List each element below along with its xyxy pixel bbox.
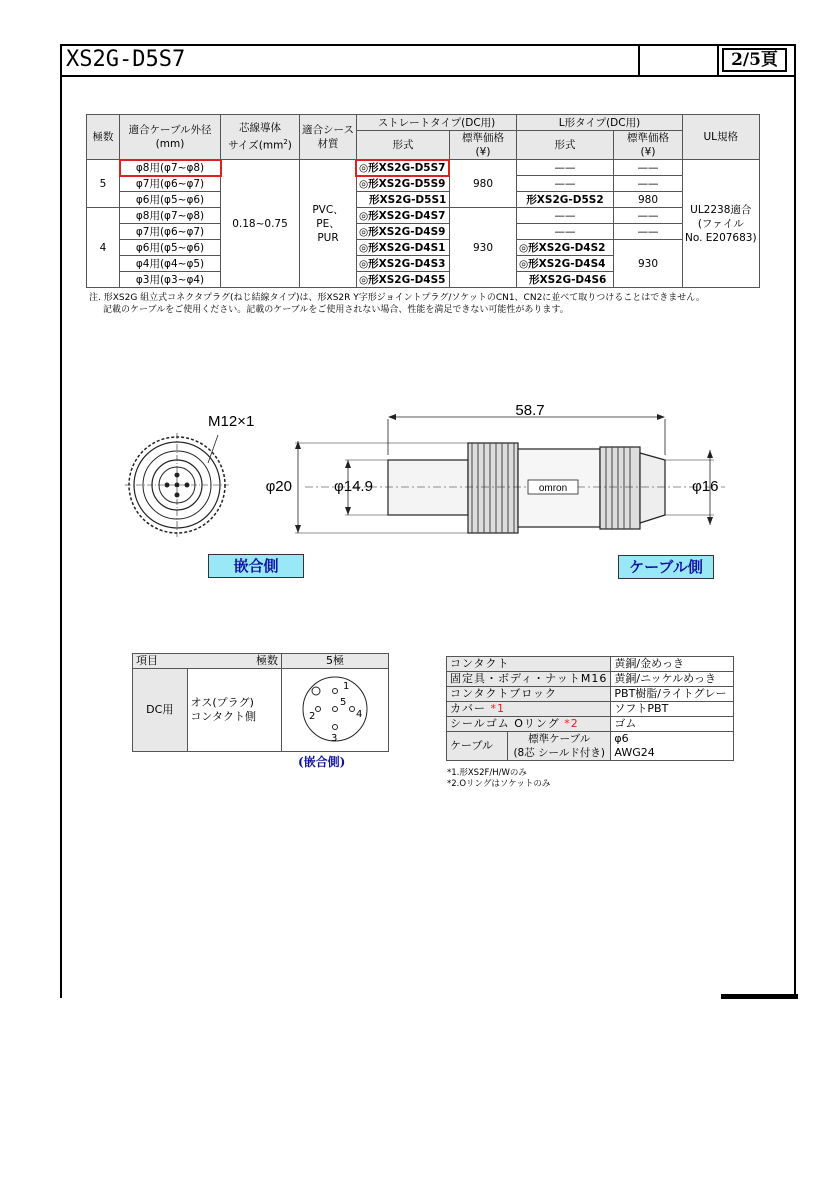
mat-value: 黄銅/ニッケルめっき xyxy=(611,672,734,687)
mat-value: φ6 AWG24 xyxy=(611,732,734,761)
cell-cable: φ6用(φ5~φ6) xyxy=(120,192,221,208)
front-view-icon xyxy=(125,433,229,537)
table-row xyxy=(447,672,734,687)
mat-label: ケーブル xyxy=(447,732,508,761)
pin-th-item: 項目 xyxy=(133,654,188,669)
cell-lprice: —— xyxy=(613,208,682,224)
th-lprice: 標準価格 (¥) xyxy=(613,131,682,160)
cell-conductor: 0.18~0.75 xyxy=(221,160,300,288)
cell-model: 形XS2G-D5S1 xyxy=(356,192,449,208)
table-row xyxy=(447,657,734,672)
header-divider xyxy=(717,44,719,75)
th-ul: UL規格 xyxy=(682,115,759,160)
mat-sublabel: 標準ケーブル (8芯 シールド付き) xyxy=(508,732,611,761)
cell-lprice: 980 xyxy=(613,192,682,208)
cell-lmodel: 形XS2G-D5S2 xyxy=(516,192,613,208)
pin-label: 4 xyxy=(356,709,363,720)
cell-cable: φ7用(φ6~φ7) xyxy=(120,224,221,240)
pin-label: 5 xyxy=(340,697,347,708)
doc-title: XS2G-D5S7 xyxy=(66,47,186,72)
table-row xyxy=(87,208,760,224)
th-ltype: L形タイプ(DC用) xyxy=(516,115,682,131)
length-label: 58.7 xyxy=(515,405,545,419)
footnotes: *1.形XS2F/H/Wのみ *2.Oリングはソケットのみ xyxy=(447,768,551,789)
table-row xyxy=(87,240,760,256)
cell-lmodel: ◎形XS2G-D4S4 xyxy=(516,256,613,272)
spec-table xyxy=(86,114,760,288)
table-row xyxy=(87,160,760,176)
table-row xyxy=(447,717,734,732)
th-sheath: 適合シース 材質 xyxy=(300,115,357,160)
mat-value: ゴム xyxy=(611,717,734,732)
table-row xyxy=(447,687,734,702)
cell-model: ◎形XS2G-D4S5 xyxy=(356,272,449,288)
bottom-bar xyxy=(721,994,798,999)
th-straight: ストレートタイプ(DC用) xyxy=(356,115,516,131)
mat-label: カバー *1 xyxy=(447,702,611,717)
cell-lprice: —— xyxy=(613,176,682,192)
cell-model: ◎形XS2G-D4S7 xyxy=(356,208,449,224)
table-row xyxy=(87,176,760,192)
mating-side-label: 嵌合側 xyxy=(208,554,304,578)
header-divider xyxy=(638,44,640,75)
cell-poles: 4 xyxy=(87,208,120,288)
mat-value: PBT樹脂/ライトグレー xyxy=(611,687,734,702)
cell-lprice: —— xyxy=(613,224,682,240)
page-number: 2/5頁 xyxy=(722,48,787,72)
cell-cable: φ6用(φ5~φ6) xyxy=(120,240,221,256)
pin-table xyxy=(132,653,389,752)
cell-model: ◎形XS2G-D4S1 xyxy=(356,240,449,256)
cell-lmodel: —— xyxy=(516,224,613,240)
cell-ul: UL2238適合 (ファイル No. E207683) xyxy=(682,160,759,288)
cell-price: 930 xyxy=(449,208,516,288)
mat-value: 黄銅/金めっき xyxy=(611,657,734,672)
cable-side-label: ケーブル側 xyxy=(618,555,714,579)
table-row xyxy=(447,702,734,717)
cell-cable: φ8用(φ7~φ8) xyxy=(120,160,221,176)
cell-price: 980 xyxy=(449,160,516,208)
cell-lmodel: ◎形XS2G-D4S2 xyxy=(516,240,613,256)
cell-model: ◎形XS2G-D4S3 xyxy=(356,256,449,272)
cell-lmodel: —— xyxy=(516,176,613,192)
cell-cable: φ3用(φ3~φ4) xyxy=(120,272,221,288)
pin-caption: (嵌合側) xyxy=(298,755,346,769)
pin-dc: DC用 xyxy=(133,669,188,752)
dia16-label: φ16 xyxy=(692,478,719,495)
pin-th-five: 5極 xyxy=(282,654,389,669)
cell-poles: 5 xyxy=(87,160,120,208)
th-poles: 極数 xyxy=(87,115,120,160)
th-lmodel: 形式 xyxy=(516,131,613,160)
th-cable-od: 適合ケーブル外径 (mm) xyxy=(120,115,221,160)
cell-lmodel: —— xyxy=(516,160,613,176)
cell-cable: φ7用(φ6~φ7) xyxy=(120,176,221,192)
table-row xyxy=(447,732,734,761)
pin-label: 2 xyxy=(309,711,316,722)
cell-model: ◎形XS2G-D5S7 xyxy=(356,160,449,176)
header xyxy=(60,44,796,77)
cell-lmodel: —— xyxy=(516,208,613,224)
note: 注. 形XS2G 組立式コネクタプラグ(ねじ結線タイプ)は、形XS2R Y字形ジョイントプラグ/ソケットのCN1、CN2に並べて取りつけることはできません。 記載のケーブルをご使用ください。記載のケーブルをご使用されない場合、性能を満足できない可能性があります。 xyxy=(89,293,705,315)
pin-label: 3 xyxy=(331,733,338,744)
mat-label: シールゴム Oリング *2 xyxy=(447,717,611,732)
dimension-drawing xyxy=(120,405,740,555)
cell-model: ◎形XS2G-D4S9 xyxy=(356,224,449,240)
table-row xyxy=(87,224,760,240)
mat-label: コンタクトブロック xyxy=(447,687,611,702)
mat-label: コンタクト xyxy=(447,657,611,672)
cell-model: ◎形XS2G-D5S9 xyxy=(356,176,449,192)
mat-label: 固定具・ボディ・ナットM16 xyxy=(447,672,611,687)
pin-layout-icon xyxy=(282,669,388,747)
material-table xyxy=(446,656,734,761)
cell-lmodel: 形XS2G-D4S6 xyxy=(516,272,613,288)
mat-value: ソフトPBT xyxy=(611,702,734,717)
th-conductor: 芯線導体 サイズ$(mm^2)$ xyxy=(221,115,300,160)
cell-cable: φ4用(φ4~φ5) xyxy=(120,256,221,272)
pin-th-poles: 極数 xyxy=(187,654,282,669)
pin-contact: オス(プラグ) コンタクト側 xyxy=(187,669,282,752)
cell-lprice: 930 xyxy=(613,240,682,288)
dia20-label: φ20 xyxy=(265,478,292,495)
pin-label: 1 xyxy=(343,681,350,692)
cell-cable: φ8用(φ7~φ8) xyxy=(120,208,221,224)
th-model: 形式 xyxy=(356,131,449,160)
cell-sheath: PVC、 PE、 PUR xyxy=(300,160,357,288)
thread-label: M12×1 xyxy=(208,413,255,430)
pin-diagram-cell xyxy=(282,669,389,752)
table-row xyxy=(87,192,760,208)
th-price: 標準価格 (¥) xyxy=(449,131,516,160)
omron-logo: omron xyxy=(538,483,568,494)
cell-lprice: —— xyxy=(613,160,682,176)
dia149-label: φ14.9 xyxy=(334,478,373,495)
